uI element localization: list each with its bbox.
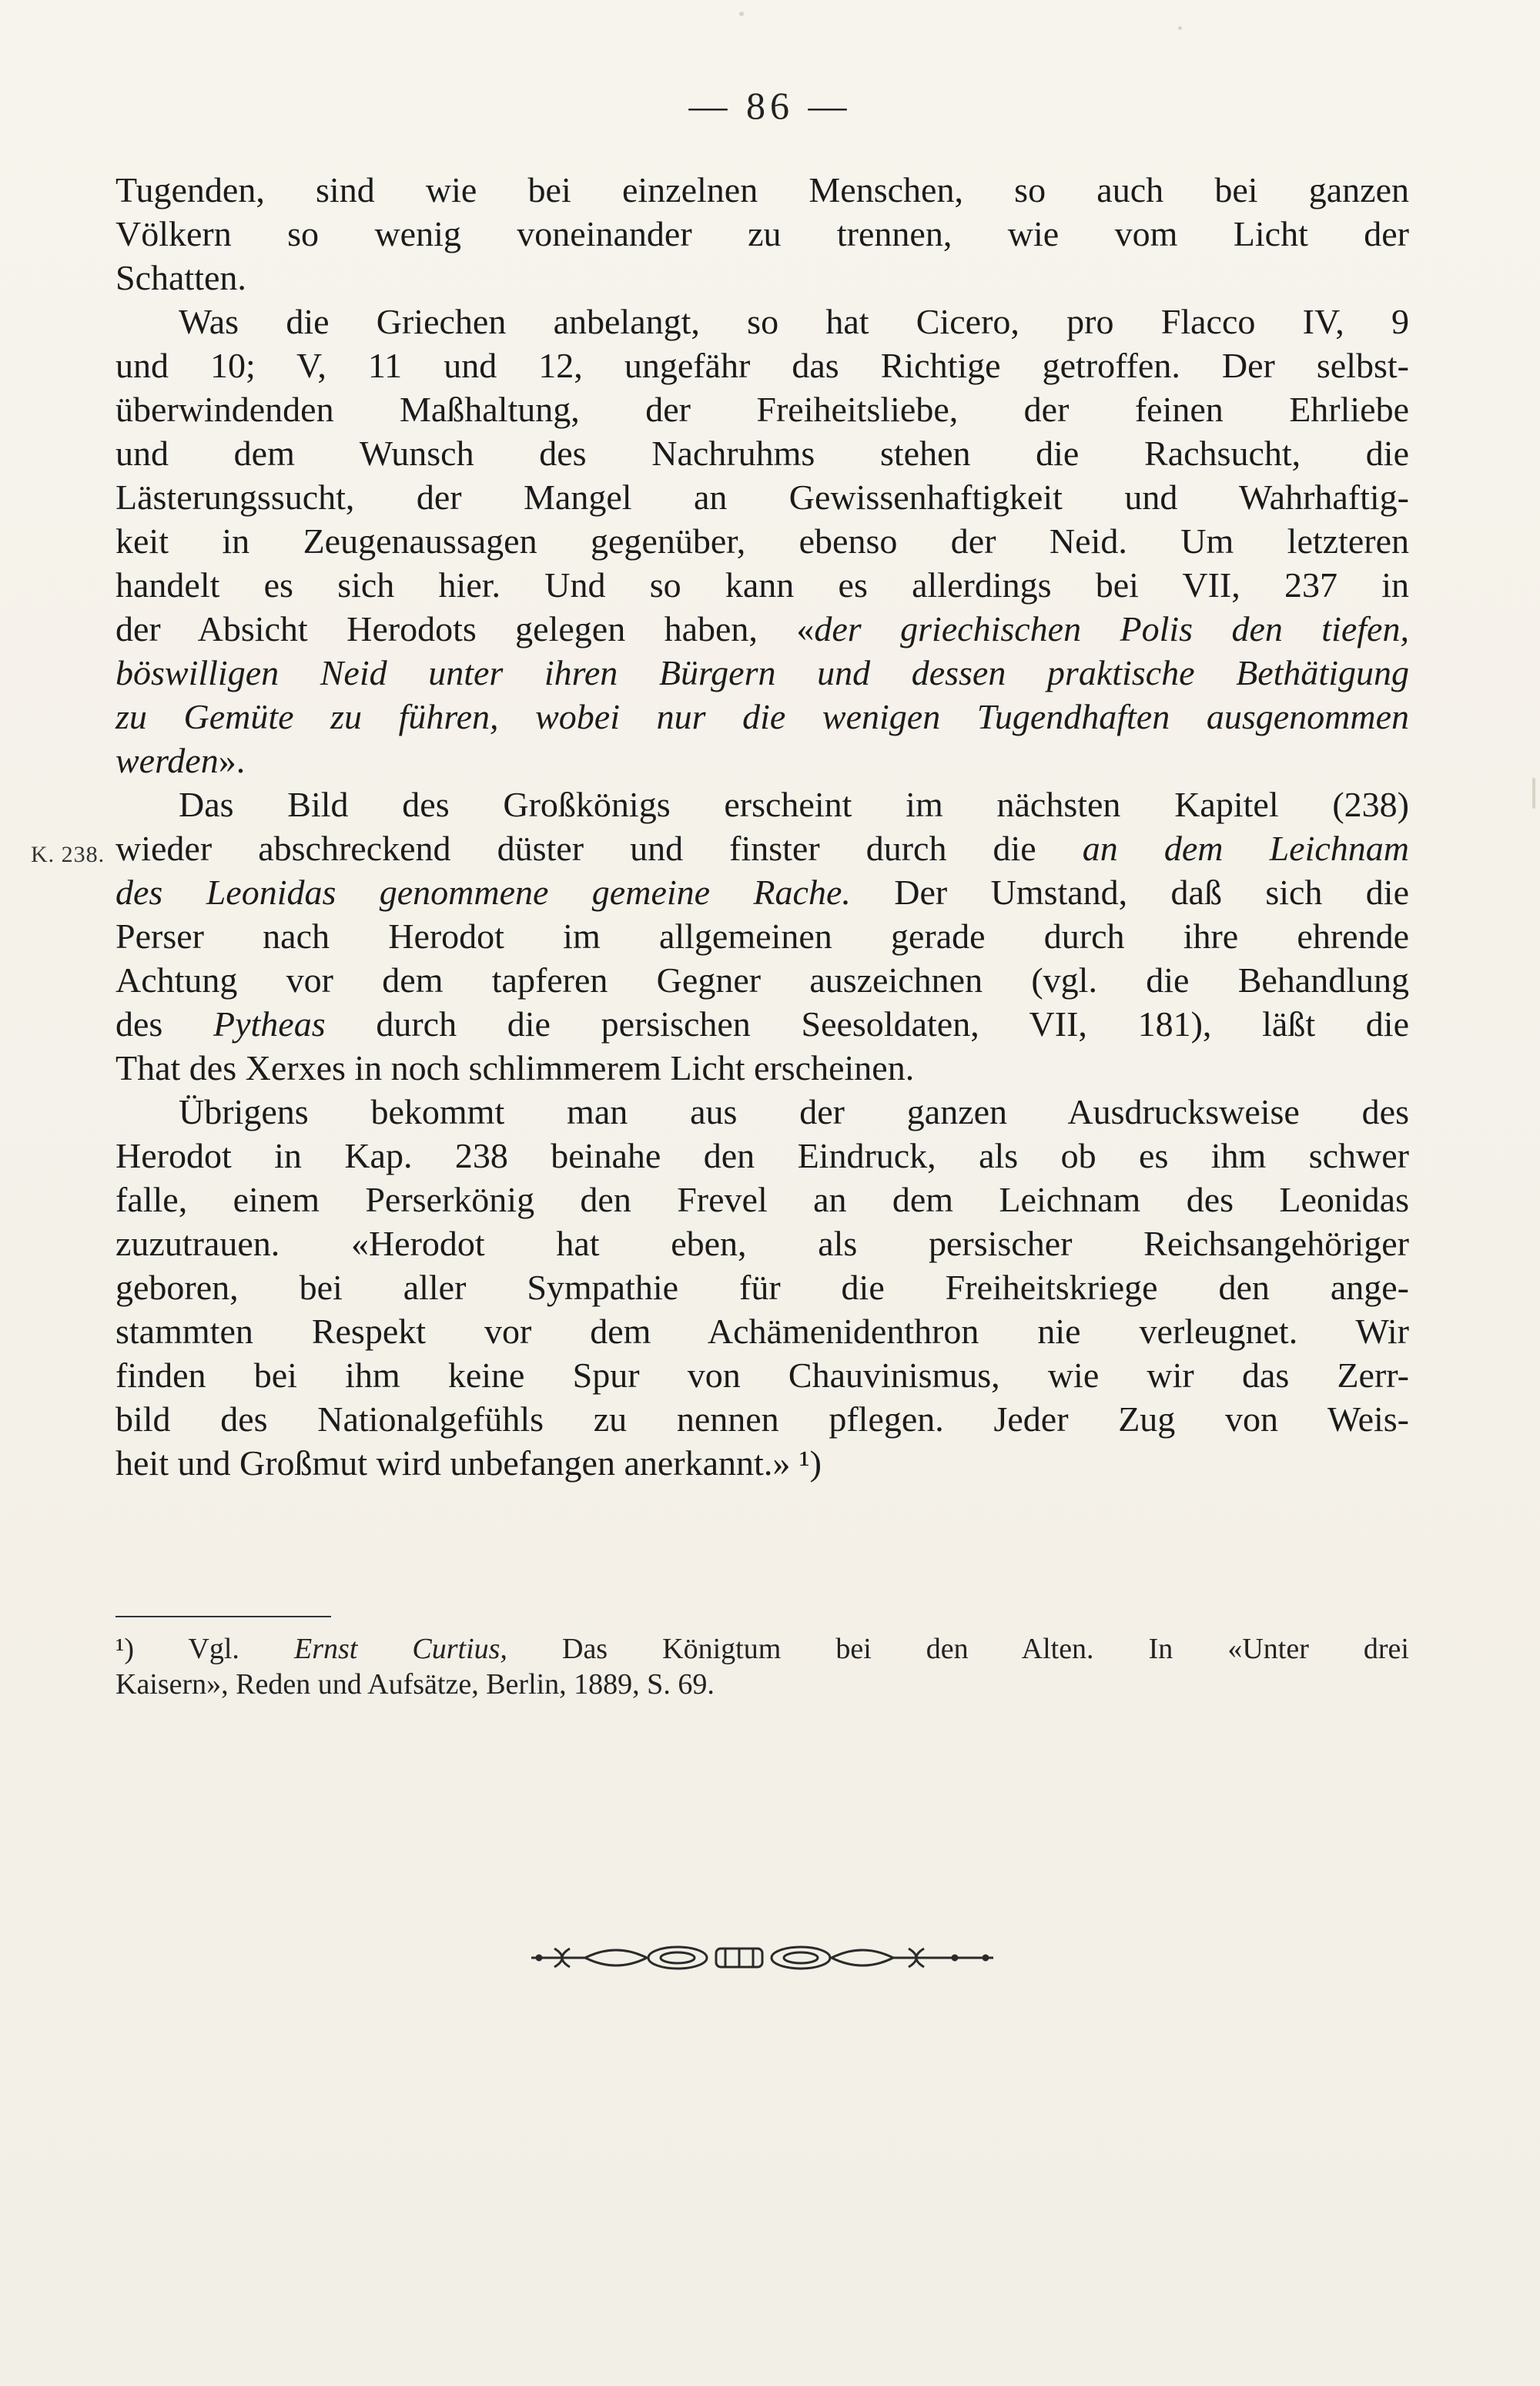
text-line: Völkern so wenig voneinander zu trennen, wie vom Licht der xyxy=(116,214,1409,253)
paper-speck xyxy=(739,12,744,16)
text-line xyxy=(116,870,1409,914)
text-segment: durch die persischen Seesoldaten, VII, 181), läßt die xyxy=(325,1004,1409,1044)
text-line: stammten Respekt vor dem Achämenidenthron nie verleugnet. Wir xyxy=(116,1312,1409,1351)
text-line: Achtung vor dem tapferen Gegner auszeichnen (vgl. die Behandlung xyxy=(116,960,1409,1000)
italic-name: Pytheas xyxy=(213,1004,326,1044)
text-segment: wieder abschreckend düster und finster durch die xyxy=(116,829,1083,868)
italic-quote: werden xyxy=(116,741,219,780)
text-line: Was die Griechen anbelangt, so hat Cicero, pro Flacco IV, 9 xyxy=(179,302,1409,341)
text-line xyxy=(116,1002,1409,1046)
text-line: Lästerungssucht, der Mangel an Gewissenhaftigkeit und Wahrhaftig- xyxy=(116,478,1409,517)
paper-speck xyxy=(1178,26,1182,30)
text-segment: der Absicht Herodots gelegen haben, « xyxy=(116,609,815,648)
text-line: Das Bild des Großkönigs erscheint im nächsten Kapitel (238) xyxy=(179,785,1409,824)
text-line xyxy=(116,739,1409,782)
text-line: finden bei ihm keine Spur von Chauvinismus, wie wir das Zerr- xyxy=(116,1356,1409,1395)
text-line: Herodot in Kap. 238 beinahe den Eindruck, als ob es ihm schwer xyxy=(116,1136,1409,1175)
text-line xyxy=(116,826,1409,870)
text-segment: Das Königtum bei den Alten. In «Unter drei xyxy=(507,1633,1409,1665)
footnote xyxy=(116,1631,1409,1702)
italic-quote: böswilligen Neid unter ihren Bürgern und dessen praktische Bethätigung xyxy=(116,653,1409,692)
text-segment: Der Umstand, daß sich die xyxy=(850,873,1409,912)
text-line: heit und Großmut wird unbefangen anerkannt.» ¹) xyxy=(116,1443,822,1483)
paper-speck xyxy=(1532,778,1535,809)
text-line: überwindenden Maßhaltung, der Freiheitsliebe, der feinen Ehrliebe xyxy=(116,390,1409,429)
text-segment: ». xyxy=(218,741,246,780)
text-line: falle, einem Perserkönig den Frevel an dem Leichnam des Leonidas xyxy=(116,1180,1409,1219)
text-line: Tugenden, sind wie bei einzelnen Menschen, so auch bei ganzen xyxy=(116,170,1409,209)
text-segment: des xyxy=(116,1004,214,1044)
text-line: handelt es sich hier. Und so kann es allerdings bei VII, 237 in xyxy=(116,565,1409,605)
text-line: That des Xerxes in noch schlimmerem Licht erscheinen. xyxy=(116,1048,915,1087)
main-text xyxy=(116,168,1409,1485)
text-line: bild des Nationalgefühls zu nennen pflegen. Jeder Zug von Weis- xyxy=(116,1399,1409,1439)
text-line: geboren, bei aller Sympathie für die Freiheitskriege den ange- xyxy=(116,1268,1409,1307)
italic-phrase: an dem Leichnam xyxy=(1082,829,1409,868)
italic-quote: zu Gemüte zu führen, wobei nur die wenigen Tugendhaften ausgenommen xyxy=(116,697,1409,736)
footnote-marker: ¹) Vgl. xyxy=(116,1633,294,1665)
text-line xyxy=(116,695,1409,739)
italic-phrase: des Leonidas genommene gemeine Rache. xyxy=(116,873,851,912)
italic-quote: der griechischen Polis den tiefen, xyxy=(814,609,1409,648)
text-line: zuzutrauen. «Herodot hat eben, als persischer Reichsangehöriger xyxy=(116,1224,1409,1263)
text-line: und 10; V, 11 und 12, ungefähr das Richtige getroffen. Der selbst- xyxy=(116,346,1409,385)
text-line: Schatten. xyxy=(116,258,246,297)
footnote-line: Kaisern», Reden und Aufsätze, Berlin, 1889, S. 69. xyxy=(116,1668,715,1701)
text-line: und dem Wunsch des Nachruhms stehen die Rachsucht, die xyxy=(116,434,1409,473)
footnote-line xyxy=(116,1631,1409,1667)
decorative-ornament xyxy=(524,1935,1001,1981)
text-line xyxy=(116,607,1409,651)
page-number: — 86 — xyxy=(688,84,852,127)
text-line: Perser nach Herodot im allgemeinen gerade durch ihre ehrende xyxy=(116,917,1409,956)
text-line: keit in Zeugenaussagen gegenüber, ebenso der Neid. Um letzteren xyxy=(116,521,1409,561)
footnote-author: Ernst Curtius, xyxy=(293,1633,507,1665)
text-line: Übrigens bekommt man aus der ganzen Ausdrucksweise des xyxy=(179,1092,1409,1131)
text-line xyxy=(116,651,1409,695)
margin-note: K. 238. xyxy=(31,842,105,867)
footnote-divider xyxy=(116,1616,331,1617)
